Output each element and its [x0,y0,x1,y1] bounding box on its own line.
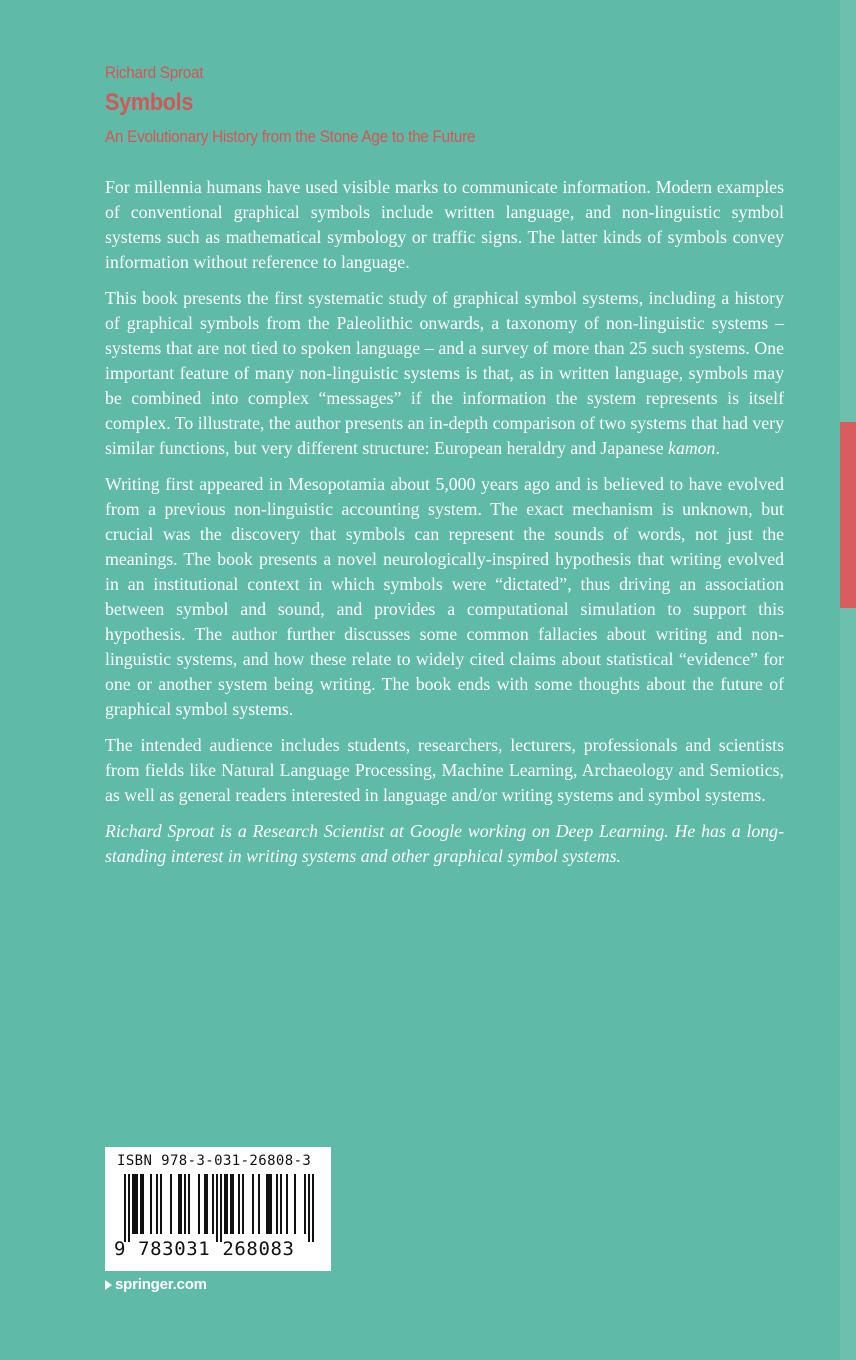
barcode-bar [150,1174,152,1234]
author-bio: Richard Sproat is a Research Scientist at Google working on Deep Learning. He has a long-standing interest in writing systems and other graphical symbol systems. [105,821,784,866]
barcode-bar [128,1174,130,1242]
barcode-bar [232,1174,234,1234]
blurb-paragraph-2 [105,286,784,461]
spine-accent-bar [840,422,856,608]
barcode-bar [134,1174,136,1234]
barcode-bar [294,1174,296,1234]
blurb-paragraph-3: Writing first appeared in Mesopotamia about 5,000 years ago and is believed to have evolved from a previous non-linguistic accounting system. The exact mechanism is unknown, but crucial was the discovery that symbols can represent the sounds of words, not just the meanings. The book presents a novel neurologically-inspired hypothesis that writing evolved in an institutional context in which symbols were “dictated”, thus driving an association between symbol and sound, and provides a computational simulation to support this hypothesis. The author further discusses some common fallacies about writing and non-linguistic systems, and how these relate to widely cited claims about statistical “evidence” for one or another system being writing. The book ends with some thoughts about the future of graphical symbol systems. [105,474,784,719]
barcode-bar [170,1174,172,1234]
blurb-paragraph-2-text: This book presents the first systematic study of graphical symbol systems, including a history of graphical symbols from the Paleolithic onwards, a taxonomy of non-linguistic systems – systems that are not tied to spoken language – and a survey of more than 25 such systems. One important feature of many non-linguistic systems is that, as in written language, symbols may be combined into complex “messages” if the information the system represents is itself complex. To illustrate, the author presents an in-depth comparison of two systems that had very similar functions, but very different structure: European heraldry and Japanese [105,288,784,458]
barcode-bar [242,1174,244,1234]
barcode-bar [238,1174,240,1234]
barcode-bar [258,1174,260,1234]
barcode-bar [280,1174,282,1234]
barcode-bar [212,1174,214,1234]
barcode-bar [142,1174,144,1234]
barcode-bar [270,1174,272,1234]
barcode-bar [224,1174,226,1234]
barcode-bar [184,1174,186,1234]
barcode-bar [252,1174,254,1234]
back-cover-blurb [105,175,784,880]
barcode-bar [266,1174,268,1234]
blurb-paragraph-4: The intended audience includes students, researchers, lecturers, professionals and scientists from fields like Natural Language Processing, Machine Learning, Archaeology and Semiotics, as well as general readers interested in language and/or writing systems and symbol systems. [105,735,784,805]
barcode-bars [117,1174,321,1242]
barcode-bar [304,1174,306,1234]
barcode-bar [156,1174,158,1234]
barcode-bar [226,1174,228,1234]
barcode-bar [124,1174,126,1242]
barcode-bar [198,1174,200,1234]
barcode-bar [132,1174,134,1234]
publisher-link[interactable] [105,1276,207,1293]
barcode-bar [136,1174,138,1234]
barcode-bar [178,1174,180,1234]
barcode-bar [312,1174,314,1242]
barcode-bar [180,1174,182,1234]
blurb-paragraph-1: For millennia humans have used visible marks to communicate information. Modern examples of conventional graphical symbols include written language, and non-linguistic symbol systems such as mathematical symbology or traffic signs. The latter kinds of symbols convey information without reference to language. [105,177,784,272]
barcode-bar [220,1174,222,1242]
barcode-bar [216,1174,218,1242]
book-title: Symbols [105,89,194,116]
barcode-bar [160,1174,162,1234]
book-subtitle: An Evolutionary History from the Stone Age to the Future [105,127,476,146]
barcode-bar [308,1174,310,1242]
kamon-term: kamon [668,438,716,458]
barcode-bar [204,1174,206,1234]
barcode-digits: 9 783031 268083 [114,1238,295,1260]
barcode-bar [268,1174,270,1234]
barcode-bar [140,1174,142,1234]
author-name: Richard Sproat [105,63,204,82]
barcode-bar [206,1174,208,1234]
barcode-bar [230,1174,232,1234]
arrow-right-icon [105,1280,112,1290]
barcode-bar [276,1174,278,1234]
isbn-label: ISBN 978-3-031-26808-3 [117,1153,312,1169]
barcode-bar [286,1174,288,1234]
barcode-bar [188,1174,190,1234]
publisher-url: springer.com [115,1276,207,1293]
spine-edge [840,0,856,1360]
isbn-barcode [105,1147,331,1271]
blurb-paragraph-2-end: . [715,438,720,458]
